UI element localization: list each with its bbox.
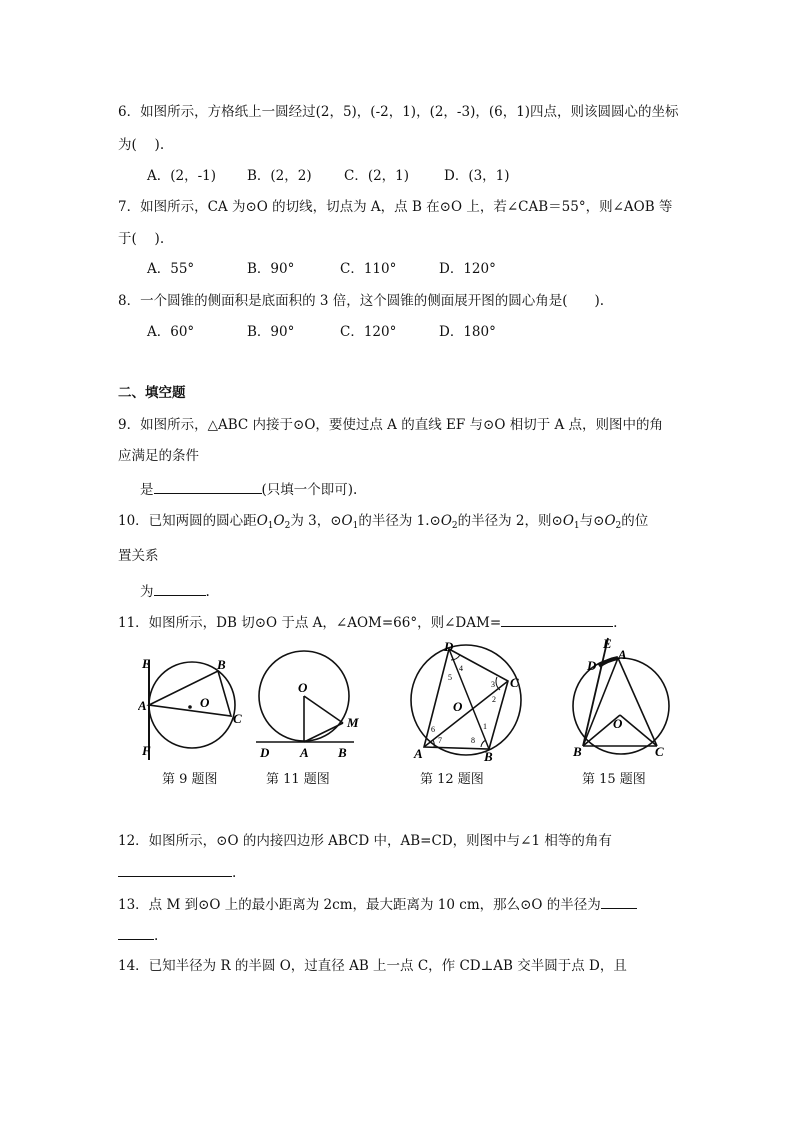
q13-answer-blank-a[interactable]	[601, 894, 637, 909]
q10-o4: O	[440, 513, 452, 529]
f15-chord-ac	[618, 658, 657, 746]
q9-line2: 应满足的条件	[118, 448, 199, 464]
f9-label-b: B	[217, 657, 226, 672]
q10-o2: O	[273, 513, 285, 529]
q13-line2	[118, 925, 158, 945]
q11-answer-blank[interactable]	[501, 612, 613, 627]
q7-option-d: D．120°	[439, 261, 496, 277]
q13-text: 13．点 M 到⊙O 上的最小距离为 2cm，最大距离为 10 cm，那么⊙O 的半径为	[118, 897, 601, 913]
q9-line3	[140, 479, 357, 499]
f9-triangle	[149, 671, 231, 716]
q10-sub3: 1	[352, 521, 359, 531]
q10-sub6: 2	[615, 521, 622, 531]
q8-option-d: D．180°	[439, 324, 496, 340]
q10-line1	[118, 512, 648, 535]
q8-option-b: B．90°	[247, 324, 295, 340]
f12-num-1: 1	[483, 722, 487, 731]
f15-label-c: C	[655, 744, 664, 759]
f11-label-d: D	[260, 745, 270, 760]
f12-label-b: B	[484, 749, 493, 764]
q10-line3-suffix: .	[205, 584, 210, 600]
q10-line3-prefix: 为	[140, 584, 154, 600]
q12-answer-blank[interactable]	[118, 862, 232, 877]
q12-line1: 12．如图所示，⊙O 的内接四边形 ABCD 中，AB=CD，则图中与∠1 相等的角有	[118, 833, 612, 849]
q9-line1: 9．如图所示，△ABC 内接于⊙O，要使过点 A 的直线 EF 与⊙O 相切于 A 点，则图中的角	[118, 417, 664, 433]
q9-line3-prefix: 是	[140, 482, 154, 498]
f9-circle	[149, 662, 235, 748]
f15-label-o: O	[613, 716, 623, 731]
f15-label-e: E	[603, 636, 612, 651]
q7-option-c: C．110°	[340, 261, 397, 277]
q6-option-a: A．(2，-1)	[147, 168, 217, 184]
f11-radius-om	[304, 696, 343, 723]
f12-num-6: 6	[431, 725, 435, 734]
q10-o1: O	[256, 513, 268, 529]
figure-15-caption: 第 15 题图	[582, 772, 646, 787]
q7-option-a: A．55°	[147, 261, 195, 277]
f11-chord-am	[304, 723, 343, 742]
q9-line3-suffix: (只填一个即可).	[261, 482, 358, 498]
f9-label-o: O	[200, 695, 210, 710]
f15-label-a: A	[618, 647, 627, 662]
figure-12	[404, 640, 530, 764]
q13-line1	[118, 894, 637, 914]
q8-option-a: A．60°	[147, 324, 195, 340]
q7-line1: 7．如图所示，CA 为⊙O 的切线，切点为 A，点 B 在⊙O 上，若∠CAB＝55°，则∠AOB 等	[118, 199, 673, 215]
q12-line2	[118, 862, 236, 882]
q7-line2: 于( ).	[118, 231, 165, 247]
f11-label-a: A	[300, 745, 309, 760]
q8-option-c: C．120°	[340, 324, 397, 340]
f9-label-a: A	[138, 698, 147, 713]
q10-line2: 置关系	[118, 548, 159, 564]
section-heading: 二、填空题	[118, 385, 186, 401]
q11-text: 11．如图所示，DB 切⊙O 于点 A，∠AOM=66°，则∠DAM=	[118, 615, 502, 631]
f12-num-5: 5	[448, 673, 452, 682]
q7-option-b: B．90°	[247, 261, 295, 277]
q10-sub5: 1	[573, 521, 580, 531]
figure-12-caption: 第 12 题图	[420, 772, 484, 787]
q10-sub1: 1	[267, 521, 274, 531]
f9-label-f: F	[142, 743, 151, 758]
q10-mid3: 的半径为 2，则⊙	[457, 513, 563, 529]
figure-9-caption: 第 9 题图	[162, 772, 218, 787]
q6-option-b: B．(2，2)	[247, 168, 312, 184]
q6-option-d: D．(3，1)	[444, 168, 510, 184]
q6-line1: 6．如图所示，方格纸上一圆经过(2，5)，(-2，1)，(2，-3)，(6，1)四点，则该圆圆心的坐标	[118, 104, 679, 120]
f12-label-o: O	[453, 699, 463, 714]
f12-label-a: A	[414, 746, 423, 761]
figure-11-caption: 第 11 题图	[266, 772, 330, 787]
q10-sub2: 2	[284, 521, 291, 531]
q8-line1: 8．一个圆锥的侧面积是底面积的 3 倍，这个圆锥的侧面展开图的圆心角是( ).	[118, 293, 605, 309]
q9-answer-blank[interactable]	[154, 479, 262, 494]
q13-answer-blank-b[interactable]	[118, 925, 154, 940]
f12-num-8: 8	[471, 736, 475, 745]
q10-mid4: 与⊙	[579, 513, 605, 529]
q10-line3	[140, 581, 210, 601]
f12-num-7: 7	[438, 736, 442, 745]
f15-radius-oc	[620, 715, 657, 746]
f11-label-o: O	[298, 680, 308, 695]
f12-label-c: C	[510, 675, 519, 690]
f12-label-d: D	[444, 640, 454, 654]
f12-num-2: 2	[492, 695, 496, 704]
f11-label-m: M	[347, 715, 359, 730]
f11-label-b: B	[338, 745, 347, 760]
q6-option-c: C．(2，1)	[344, 168, 410, 184]
q10-prefix: 10．已知两圆的圆心距	[118, 513, 257, 529]
f9-center-dot	[188, 705, 192, 709]
q11-line1	[118, 612, 617, 632]
q10-o5: O	[562, 513, 574, 529]
f12-num-3: 3	[491, 680, 495, 689]
q12-period: .	[232, 865, 237, 881]
q11-period: .	[613, 615, 618, 631]
figure-15	[563, 636, 679, 760]
f9-label-e: E	[142, 656, 151, 671]
q13-period: .	[154, 928, 159, 944]
q10-sub4: 2	[451, 521, 458, 531]
q10-o3: O	[341, 513, 353, 529]
q10-mid1: 为 3，⊙	[290, 513, 342, 529]
q14-line1: 14．已知半径为 R 的半圆 O，过直径 AB 上一点 C，作 CD⊥AB 交半圆于点 D，且	[118, 958, 627, 974]
q10-mid2: 的半径为 1.⊙	[358, 513, 441, 529]
f15-label-d: D	[587, 658, 597, 673]
f12-circle	[411, 645, 521, 755]
q10-suffix: 的位	[621, 513, 649, 529]
f9-label-c: C	[233, 711, 242, 726]
f15-label-b: B	[573, 744, 582, 759]
figure-11	[256, 650, 372, 762]
q10-answer-blank[interactable]	[154, 581, 206, 596]
q10-o6: O	[604, 513, 616, 529]
q6-line2: 为( ).	[118, 137, 165, 153]
f12-num-4: 4	[459, 664, 463, 673]
figure-9	[138, 652, 258, 762]
